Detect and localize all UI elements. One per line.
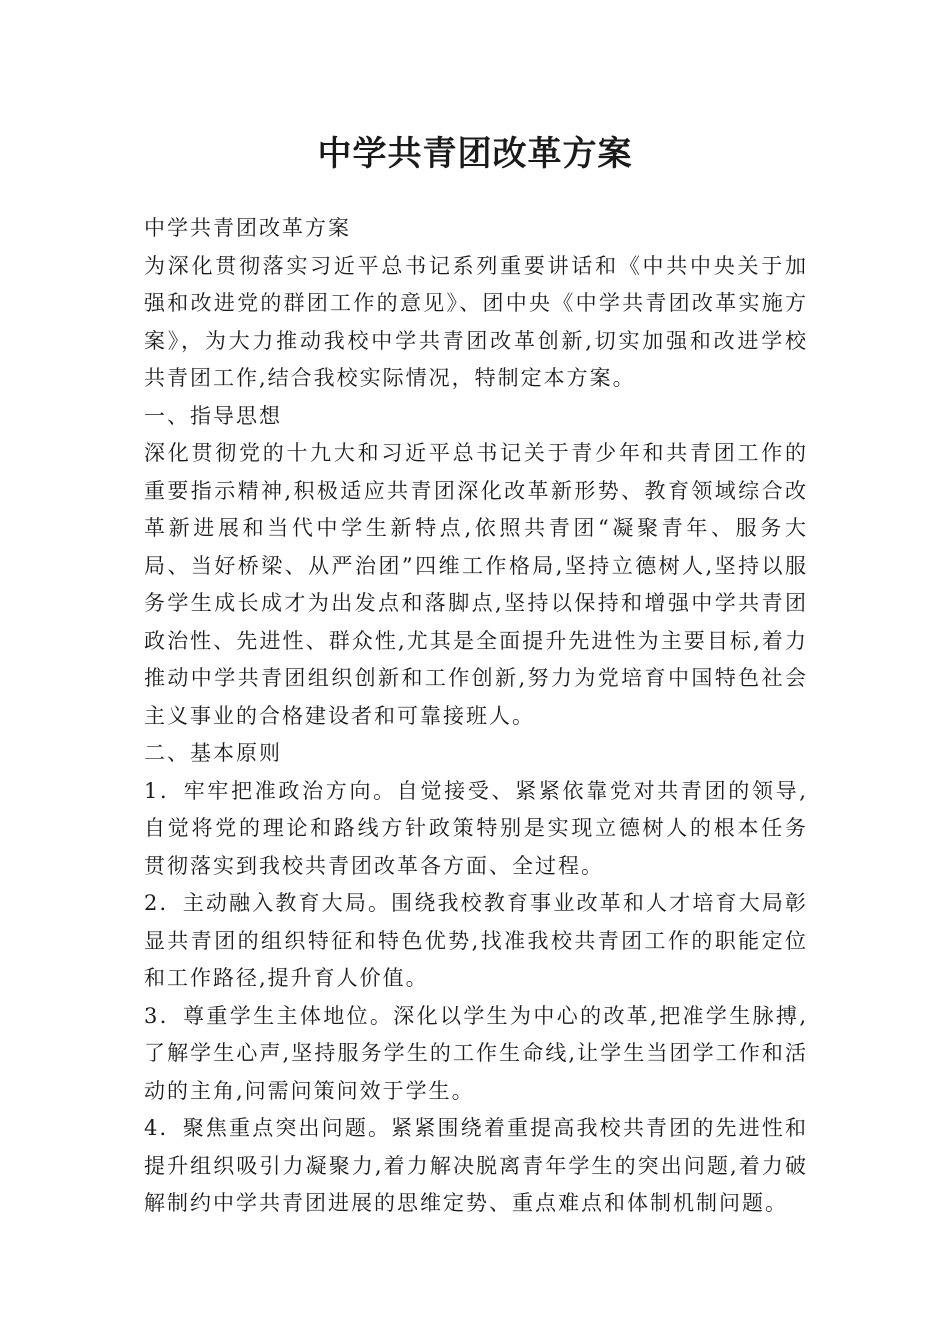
paragraph-intro: 为深化贯彻落实习近平总书记系列重要讲话和《中共中央关于加强和改进党的群团工作的意见》、团中央《中学共青团改革实施方案》，为大力推动我校中学共青团改革创新,切实加强和改进学校共青团工作,结合我校实际情况，特制定本方案。: [144, 253, 808, 390]
paragraph-subtitle: 中学共青团改革方案: [144, 216, 351, 240]
paragraph-principle-2: 2．主动融入教育大局。围绕我校教育事业改革和人才培育大局彰显共青团的组织特征和特色优势,找准我校共青团工作的职能定位和工作路径,提升育人价值。: [144, 891, 808, 990]
paragraph-principle-3: 3．尊重学生主体地位。深化以学生为中心的改革,把准学生脉搏,了解学生心声,坚持服务学生的工作生命线,让学生当团学工作和活动的主角,问需问策问效于学生。: [144, 1003, 808, 1103]
paragraph-principle-1: 1．牢牢把准政治方向。自觉接受、紧紧依靠党对共青团的领导,自觉将党的理论和路线方针政策特别是实现立德树人的根本任务贯彻落实到我校共青团改革各方面、全过程。: [144, 778, 808, 878]
paragraph-guiding-thought: 深化贯彻党的十九大和习近平总书记关于青少年和共青团工作的重要指示精神,积极适应共青团深化改革新形势、教育领域综合改革新进展和当代中学生新特点,依照共青团“凝聚青年、服务大局、当好桥梁、从严治团”四维工作格局,坚持立德树人,坚持以服务学生成长成才为出发点和落脚点,坚持以保持和增强中学共青团政治性、先进性、群众性,尤其是全面提升先进性为主要目标,着力推动中学共青团组织创新和工作创新,努力为党培育中国特色社会主义事业的合格建设者和可靠接班人。: [144, 441, 808, 728]
section-heading-basic-principles: 二、基本原则: [144, 741, 282, 765]
section-heading-guiding-thought: 一、指导思想: [144, 403, 282, 428]
paragraph-principle-4: 4．聚焦重点突出问题。紧紧围绕着重提高我校共青团的先进性和提升组织吸引力凝聚力,着力解决脱离青年学生的突出问题,着力破解制约中学共青团进展的思维定势、重点难点和体制机制问题。: [144, 1116, 808, 1215]
document-title: 中学共青团改革方案: [317, 134, 633, 174]
document-body: [144, 210, 808, 1223]
